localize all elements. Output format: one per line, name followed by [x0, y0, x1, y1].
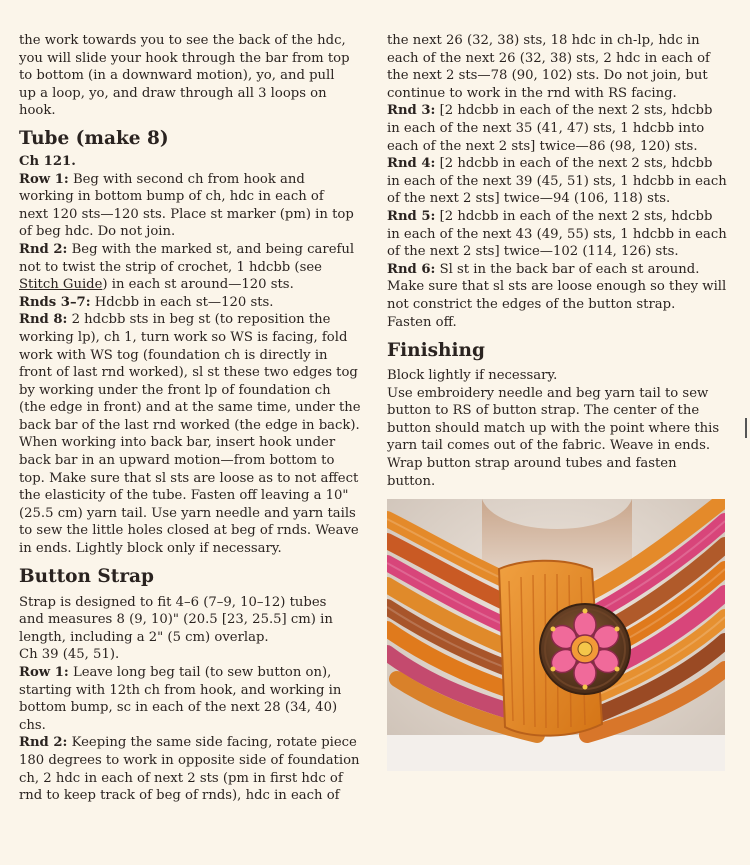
rnd-text: front of last rnd worked), sl st these two edges tog [19, 365, 358, 381]
rnd-label: Rnd 2: [19, 735, 68, 751]
finishing-text: button should match up with the point where this [387, 420, 720, 436]
rnd-text: each of the next 2 sts] twice—86 (98, 120) sts. [387, 138, 698, 154]
row-text: working in bottom bump of ch, hdc in each of [19, 189, 324, 205]
rnd-text: 180 degrees to work in opposite side of foundation [19, 752, 360, 768]
rnd-text: not constrict the edges of the button strap. [387, 296, 676, 312]
rnd-text: in ends. Lightly block only if necessary. [19, 541, 282, 557]
cowl-illustration [387, 499, 725, 771]
strap-rnd5 [387, 208, 732, 226]
stitch-guide-link[interactable]: Stitch Guide [19, 277, 103, 293]
strap-rnd4 [387, 155, 732, 173]
rnd-text: of the next 2 sts] twice—102 (114, 126) sts. [387, 244, 679, 260]
tube-chain: Ch 121. [19, 153, 76, 169]
intro-line: to bottom (in a downward motion), yo, and pull [19, 68, 335, 84]
row-text: starting with 12th ch from hook, and working in [19, 682, 342, 698]
strap-intro: and measures 8 (9, 10)" (20.5 [23, 25.5] cm) in [19, 612, 333, 628]
rnd-text: work with WS tog (foundation ch is directly in [19, 347, 328, 363]
rnd-text: (the edge in front) and at the same time, under the [19, 400, 361, 416]
cowl-photo [387, 499, 725, 771]
rnd-text: Fasten off. [387, 314, 457, 330]
rnd-text: each of the next 26 (32, 38) sts, 2 hdc in each of [387, 50, 710, 66]
rnd-label: Rnds 3–7: [19, 294, 91, 310]
rnd-text: When working into back bar, insert hook under [19, 435, 336, 451]
finishing-text: Wrap button strap around tubes and fasten [387, 456, 677, 472]
rnd-text: rnd to keep track of beg of rnds), hdc in each of [19, 788, 340, 804]
rnd-label: Rnd 8: [19, 312, 68, 328]
rnd-label: Rnd 6: [387, 261, 436, 277]
tube-row1 [19, 171, 364, 189]
row-text: of beg hdc. Do not join. [19, 224, 176, 240]
rnd-label: Rnd 2: [19, 241, 68, 257]
row-text: next 120 sts—120 sts. Place st marker (pm) in top [19, 206, 354, 222]
rnd-text: the elasticity of the tube. Fasten off leaving a 10" [19, 488, 349, 504]
right-column [387, 32, 732, 490]
rnd-text: (25.5 cm) yarn tail. Use yarn needle and yarn tails [19, 505, 356, 521]
button [540, 604, 630, 694]
finishing-text: Block lightly if necessary. [387, 368, 558, 384]
tube-heading: Tube (make 8) [19, 127, 169, 149]
strap-row1 [19, 664, 364, 682]
rnd-text: Keeping the same side facing, rotate piece [67, 735, 357, 751]
row-text: Leave long beg tail (to sew button on), [68, 665, 332, 680]
rnd-text: top. Make sure that sl sts are loose as to not affect [19, 470, 359, 486]
rnd-text: ) in each st around—120 sts. [102, 277, 294, 293]
rnd-text: back bar in an upward motion—from bottom to [19, 453, 335, 469]
button-strap-heading: Button Strap [19, 565, 154, 587]
left-column [19, 32, 364, 805]
row-text: chs. [19, 717, 46, 733]
rnd-text: Beg with the marked st, and being careful [67, 241, 355, 257]
rnd-text [19, 276, 364, 294]
rnd-text: the next 26 (32, 38) sts, 18 hdc in ch-lp, hdc in [387, 33, 700, 48]
finishing-text: button. [387, 473, 436, 489]
finishing-heading: Finishing [387, 340, 485, 362]
finishing-text: button to RS of button strap. The center of the [387, 403, 700, 419]
row-text: bottom bump, sc in each of the next 28 (34, 40) [19, 700, 338, 716]
strap-rnd3 [387, 102, 732, 120]
rnd-text: ch, 2 hdc in each of next 2 sts (pm in first hdc of [19, 770, 343, 786]
rnd-text: [2 hdcbb in each of the next 2 sts, hdcbb [435, 103, 713, 119]
intro-line: the work towards you to see the back of the hdc, [19, 33, 346, 48]
rnd-text: in each of the next 39 (45, 51) sts, 1 hdcbb in each [387, 173, 727, 189]
strap-rnd6 [387, 261, 732, 279]
rnd-text: 2 hdcbb sts in beg st (to reposition the [67, 312, 331, 328]
rnd-label: Rnd 4: [387, 156, 436, 172]
rnd-text: [2 hdcbb in each of the next 2 sts, hdcbb [435, 156, 713, 172]
rnd-text: in each of the next 35 (41, 47) sts, 1 hdcbb into [387, 120, 705, 136]
finishing-text: yarn tail comes out of the fabric. Weave in ends. [387, 438, 711, 454]
row-label: Row 1: [19, 665, 69, 680]
rnd-label: Rnd 3: [387, 103, 436, 119]
strap-chain: Ch 39 (45, 51). [19, 647, 120, 663]
row-label: Row 1: [19, 171, 69, 187]
rnd-text: back bar of the last rnd worked (the edge in back). [19, 417, 360, 433]
tube-rnds3-7 [19, 294, 364, 312]
rnd-text: not to twist the strip of crochet, 1 hdcbb (see [19, 259, 322, 275]
rnd-text: Make sure that sl sts are loose enough so they will [387, 279, 727, 295]
intro-line: up a loop, yo, and draw through all 3 loops on [19, 85, 327, 101]
strap-rnd2 [19, 734, 364, 752]
row-text: Beg with second ch from hook and [68, 171, 305, 187]
intro-line: hook. [19, 103, 56, 119]
rnd-text: of the next 2 sts] twice—94 (106, 118) sts. [387, 191, 671, 207]
rnd-text: continue to work in the rnd with RS facing. [387, 85, 677, 101]
strap-intro: Strap is designed to fit 4–6 (7–9, 10–12) tubes [19, 594, 327, 610]
rnd-text: in each of the next 43 (49, 55) sts, 1 hdcbb in each [387, 226, 727, 242]
rnd-text: by working under the front lp of foundation ch [19, 382, 331, 398]
finishing-text: Use embroidery needle and beg yarn tail to sew [387, 385, 709, 401]
rnd-text: [2 hdcbb in each of the next 2 sts, hdcbb [435, 208, 713, 224]
tube-rnd8 [19, 311, 364, 329]
intro-line: you will slide your hook through the bar from top [19, 50, 350, 66]
rnd-text: Sl st in the back bar of each st around. [435, 261, 700, 277]
tube-rnd2 [19, 241, 364, 259]
rnd-text: the next 2 sts—78 (90, 102) sts. Do not join, but [387, 68, 708, 84]
rnd-label: Rnd 5: [387, 208, 436, 224]
shirt [387, 735, 725, 771]
page-edge-mark [745, 418, 747, 438]
rnd-text: to sew the little holes closed at beg of rnds. Weave [19, 523, 359, 539]
rnd-text: working lp), ch 1, turn work so WS is facing, fold [19, 329, 348, 345]
strap-intro: length, including a 2" (5 cm) overlap. [19, 629, 269, 645]
rnd-text: Hdcbb in each st—120 sts. [90, 294, 274, 310]
